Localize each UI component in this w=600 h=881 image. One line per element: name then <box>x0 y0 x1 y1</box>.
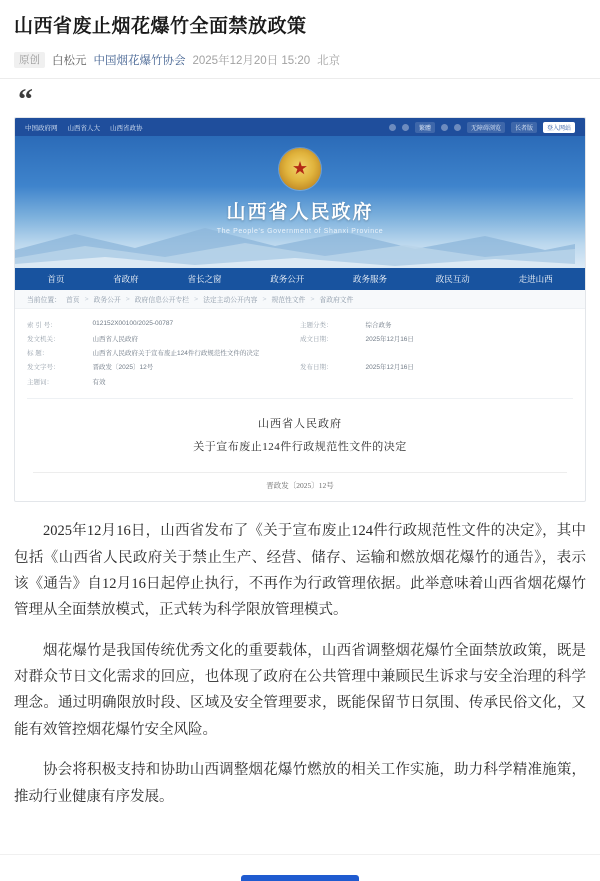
meta-value: 综合政务 <box>365 321 392 329</box>
meta-key: 主题分类： <box>299 321 333 329</box>
breadcrumb-sep-icon: > <box>194 295 199 303</box>
nav-item-interaction[interactable]: 政民互动 <box>435 274 470 285</box>
contrast-icon[interactable] <box>402 124 409 131</box>
topbar-login-button[interactable]: 登入网站 <box>543 122 575 133</box>
meta-key: 发文机关： <box>27 336 60 344</box>
quote-mark-icon: “ <box>18 83 35 117</box>
breadcrumb-item-0[interactable]: 首页 <box>65 297 80 305</box>
meta-key: 索 引 号： <box>27 321 57 329</box>
meta-value: 有效 <box>92 378 106 386</box>
breadcrumb-item-1[interactable]: 政务公开 <box>93 297 121 305</box>
document-issuer: 山西省人民政府 <box>258 418 342 431</box>
meta-key: 标 题： <box>27 350 49 358</box>
document-metadata-table <box>15 309 585 394</box>
qrcode-icon[interactable] <box>441 124 448 131</box>
publish-time: 2025年12月20日 15:20 <box>192 54 311 67</box>
author-name: 白松元 <box>52 54 87 67</box>
table-row <box>27 331 573 345</box>
nav-item-services[interactable]: 政务服务 <box>353 274 388 285</box>
accessibility-icon[interactable] <box>389 124 396 131</box>
table-row <box>27 374 573 388</box>
topbar-right-group <box>389 122 575 133</box>
document-subject: 关于宣布废止124件行政规范性文件的决定 <box>193 441 407 454</box>
document-number: 晋政发〔2025〕12号 <box>33 472 567 491</box>
meta-value: 山西省人民政府关于宣布废止124件行政规范性文件的决定 <box>92 350 260 358</box>
byline <box>0 40 600 79</box>
national-emblem-icon <box>279 148 321 190</box>
topbar-link-1[interactable]: 山西省人大 <box>67 124 100 132</box>
nav-item-government[interactable]: 省政府 <box>113 274 139 285</box>
table-row <box>27 346 573 360</box>
paragraph: 协会将积极支持和协助山西调整烟花爆竹燃放的相关工作实施，助力科学精准施策，推动行业健康有序发展。 <box>14 762 586 805</box>
publish-location: 北京 <box>317 54 341 67</box>
gov-main-nav <box>15 268 585 290</box>
topbar-link-2[interactable]: 山西省政协 <box>110 124 143 132</box>
breadcrumb-item-4[interactable]: 规范性文件 <box>271 297 306 305</box>
gov-name: 山西省人民政府 <box>226 202 374 224</box>
nav-item-governor[interactable]: 省长之窗 <box>187 274 222 285</box>
original-badge: 原创 <box>14 52 45 69</box>
document-title-block <box>15 399 585 501</box>
gov-name-en: The People's Government of Shanxi Province <box>216 228 384 236</box>
meta-value: 012152X00100/2025-00787 <box>92 319 174 327</box>
meta-key: 发文字号： <box>27 364 60 372</box>
table-row <box>27 360 573 374</box>
gov-topbar <box>15 118 585 136</box>
topbar-lang-button[interactable]: 繁體 <box>415 122 435 133</box>
meta-key: 成文日期： <box>299 336 333 344</box>
breadcrumb-item-3[interactable]: 法定主动公开内容 <box>203 297 258 305</box>
meta-value: 晋政发〔2025〕12号 <box>92 364 154 372</box>
topbar-accessibility-button[interactable]: 无障碍浏览 <box>467 122 505 133</box>
embedded-screenshot <box>14 117 586 502</box>
breadcrumb-item-5[interactable]: 省政府文件 <box>319 297 354 305</box>
home-indicator <box>241 875 359 881</box>
paragraph: 2025年12月16日，山西省发布了《关于宣布废止124件行政规范性文件的决定》，其中包括《山西省人民政府关于禁止生产、经营、储存、运输和燃放烟花爆竹的通告》，表示该《通告》自12月16日起停止执行，不再作为行政管理依据。此举意味着山西省烟花爆竹管理从全面禁放模式，正式转为科学限放管理模式。 <box>14 523 586 619</box>
breadcrumb-sep-icon: > <box>84 295 89 303</box>
page-title: 山西省废止烟花爆竹全面禁放政策 <box>14 16 307 37</box>
meta-value: 2025年12月16日 <box>365 364 414 372</box>
nav-item-into-shanxi[interactable]: 走进山西 <box>518 274 553 285</box>
breadcrumb-item-2[interactable]: 政府信息公开专栏 <box>134 297 190 305</box>
article-body <box>0 79 600 810</box>
gov-hero-banner <box>15 136 585 268</box>
source-link[interactable]: 中国烟花爆竹协会 <box>93 54 186 67</box>
meta-value: 山西省人民政府 <box>92 336 139 344</box>
topbar-elder-button[interactable]: 长者版 <box>511 122 537 133</box>
paragraph: 烟花爆竹是我国传统优秀文化的重要载体，山西省调整烟花爆竹全面禁放政策，既是对群众节日文化需求的回应，也体现了政府在公共管理中兼顾民生诉求与安全治理的科学理念。通过明确限放时段、区域及安全管理要求，既能保留节日氛围、传承民俗文化，又能有效管控烟花爆竹安全风险。 <box>14 642 586 738</box>
breadcrumb-sep-icon: > <box>262 295 267 303</box>
nav-item-affairs-open[interactable]: 政务公开 <box>270 274 305 285</box>
bottom-bar <box>0 854 600 881</box>
meta-key: 发布日期： <box>299 364 333 372</box>
meta-key: 主题词： <box>27 378 53 386</box>
table-row <box>27 317 573 331</box>
breadcrumb <box>15 290 585 309</box>
wechat-icon[interactable] <box>454 124 461 131</box>
breadcrumb-sep-icon: > <box>310 295 315 303</box>
nav-item-home[interactable]: 首页 <box>47 274 65 285</box>
breadcrumb-sep-icon: > <box>125 295 130 303</box>
meta-value: 2025年12月16日 <box>365 336 414 344</box>
topbar-link-0[interactable]: 中国政府网 <box>25 124 58 132</box>
breadcrumb-label: 当前位置： <box>27 297 61 305</box>
